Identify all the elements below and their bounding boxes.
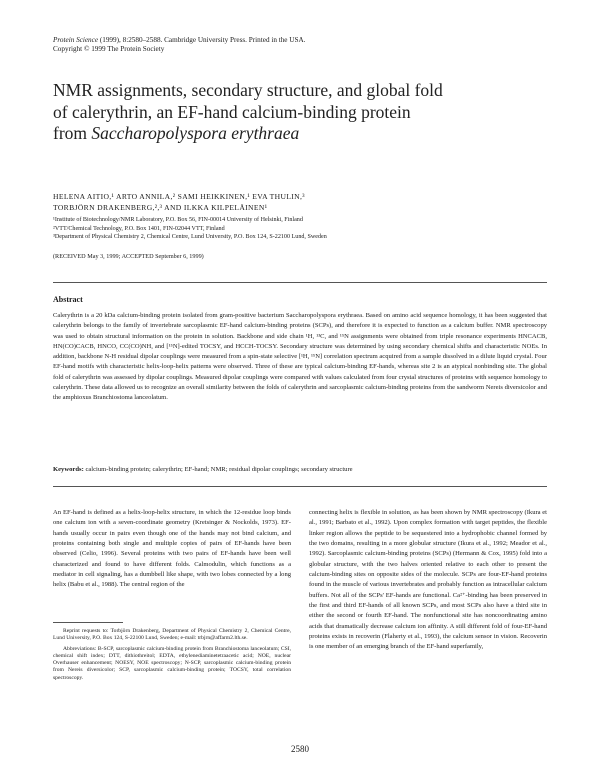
abstract-text: Calerythrin is a 20 kDa calcium-binding protein isolated from gram-positive bacterium Saccharopolyspora erythraea. Based on amino acid sequence homology, it has been suggested that calerythrin belongs to the family of invertebrate sarcoplasmic EF-hand calcium-binding proteins (SCPs), and therefore it is expected to function as a calcium buffer. NMR spectroscopy was used to obtain structural information on the protein in solution. Backbone and side chain ¹H, ¹³C, and ¹⁵N assignments were obtained from triple resonance experiments HNCACB, HN(CO)CACB, HNCO, CC(CO)NH, and [¹⁵N]-edited TOCSY, and HCCH-TOCSY. Secondary structure was determined by using secondary chemical shifts and characteristic NOEs. In addition, backbone N-H residual dipolar couplings were measured from a spin-state selective [¹H, ¹⁵N] correlation spectrum acquired from a sample dissolved in a dilute liquid crystal. Four EF-hand motifs with characteristic helix-loop-helix patterns were observed. Three of these are typical calcium-binding EF-hands, whereas site 2 is an atypical nonbinding site. The global fold of calerythrin was assessed by dipolar couplings. Measured dipolar couplings were compared with values calculated from four crystal structures of proteins with sequence homology to calerythrin. These data allowed us to recognize an overall similarity between the folds of calerythrin and sarcoplasmic calcium-binding proteins from the sandworm Nereis diversicolor and the amphioxus Branchiostoma lanceolatum. bbox=[53, 312, 547, 402]
journal-name: Protein Science bbox=[53, 36, 99, 44]
body-column-left: An EF-hand is defined as a helix-loop-helix structure, in which the 12-residue loop binds one calcium ion with a seven-coordinate geometry (Kretsinger & Nockolds, 1973). EF-hands usually occur in pairs even though one of the hands may not bind calcium, and proteins containing both single and multiple copies of pairs of EF-hands have been observed (Celio, 1996). Several proteins with two pairs of EF-hands have been well characterized and found to have different folds. Calmodulin, which functions as a mediator in cell signaling, has a dumbbell like shape, with two lobes connected by a long helix (Babu et al., 1988). The central region of the bbox=[53, 509, 291, 589]
footnote bbox=[53, 628, 291, 682]
title-line-3-prefix: from bbox=[53, 123, 92, 143]
footnote-abbreviations: Abbreviations: B-SCP, sarcoplasmic calcium-binding protein from Branchiostoma lanceolatum; CSI, chemical shift index; DTT, dithiothreitol; EDTA, ethylenediaminetetraacetic acid; NOE, nuclear Overhauser enhancement; NOESY, NOE spectroscopy; N-SCP, sarcoplasmic calcium-binding protein from Nereis diversicolor; SCP, sarcoplasmic calcium-binding protein; TOCSY, total correlation spectroscopy. bbox=[53, 645, 291, 681]
copyright-line: Copyright © 1999 The Protein Society bbox=[53, 45, 165, 54]
author-list bbox=[53, 192, 553, 213]
affiliation-1: ¹Institute of Biotechnology/NMR Laboratory, P.O. Box 56, FIN-00014 University of Helsinki, Finland bbox=[53, 217, 303, 223]
footnote-rule bbox=[53, 622, 123, 623]
body-column-right: connecting helix is flexible in solution, as has been shown by NMR spectroscopy (Ikura et al., 1991; Barbato et al., 1992). Upon complex formation with target peptides, the flexible linker region allows the peptide to be sequestered into a hydrophobic channel formed by the two domains, resulting in a more globular structure (Ikura et al., 1992; Meador et al., 1992). Sarcoplasmic calcium-binding proteins (SCPs) (Hermann & Cox, 1995) fold into a globular structure, with the two halves oriented relative to each other to present the calcium-binding sites on opposite sides of the molecule. SCPs are four-EF-hand proteins found in the muscle of various invertebrates and probably function as intracellular calcium buffers. Not all of the SCPs' EF-hands are functional. Ca²⁺-binding has been preserved in the first and third EF-hands of all known SCPs, and most SCPs also have a third site in either the second or fourth EF-hand. The nonfunctional site has noncoordinating amino acids that dramatically decrease calcium ion affinity. A still different fold of four-EF-hand proteins exists in recoverin (Flaherty et al., 1993), the calcium sensor in vision. Recoverin is one member of an emerging branch of the EF-hand superfamily, bbox=[309, 509, 547, 651]
keywords-text: calcium-binding protein; calerythrin; EF-hand; NMR; residual dipolar couplings; secondary structure bbox=[85, 466, 353, 473]
article-title bbox=[53, 80, 553, 145]
authors-line-2: TORBJÖRN DRAKENBERG,²,³ AND ILKKA KILPELÄINEN¹ bbox=[53, 202, 268, 212]
affiliations bbox=[53, 216, 553, 242]
affiliation-2: ²VTT/Chemical Technology, P.O. Box 1401, FIN-02044 VTT, Finland bbox=[53, 225, 225, 232]
authors-line-1: HELENA AITIO,¹ ARTO ANNILA,² SAMI HEIKKINEN,¹ EVA THULIN,³ bbox=[53, 192, 305, 201]
running-header bbox=[53, 36, 305, 55]
abstract-heading: Abstract bbox=[53, 295, 83, 304]
title-line-2: of calerythrin, an EF-hand calcium-binding protein bbox=[53, 101, 411, 122]
affiliation-3: ³Department of Physical Chemistry 2, Chemical Centre, Lund University, P.O. Box 124, S-22100 Lund, Sweden bbox=[53, 234, 327, 241]
keywords bbox=[53, 465, 547, 474]
page-number: 2580 bbox=[291, 744, 309, 754]
divider-top bbox=[53, 282, 547, 283]
title-species: Saccharopolyspora erythraea bbox=[91, 123, 300, 143]
received-dates: (RECEIVED May 3, 1999; ACCEPTED September 6, 1999) bbox=[53, 253, 204, 260]
title-line-3 bbox=[53, 123, 553, 145]
journal-citation: (1999), 8:2580–2588. Cambridge University Press. Printed in the USA. bbox=[98, 36, 306, 44]
keywords-label: Keywords: bbox=[53, 466, 84, 473]
divider-bottom bbox=[53, 486, 547, 487]
title-line-1: NMR assignments, secondary structure, and global fold bbox=[53, 80, 443, 100]
footnote-reprint: Reprint requests to: Torbjörn Drakenberg, Department of Physical Chemistry 2, Chemical Centre, Lund University, P.O. Box 124, S-22100 Lund, Sweden; e-mail: trbjrn@affarm2.lth.se. bbox=[53, 628, 291, 642]
